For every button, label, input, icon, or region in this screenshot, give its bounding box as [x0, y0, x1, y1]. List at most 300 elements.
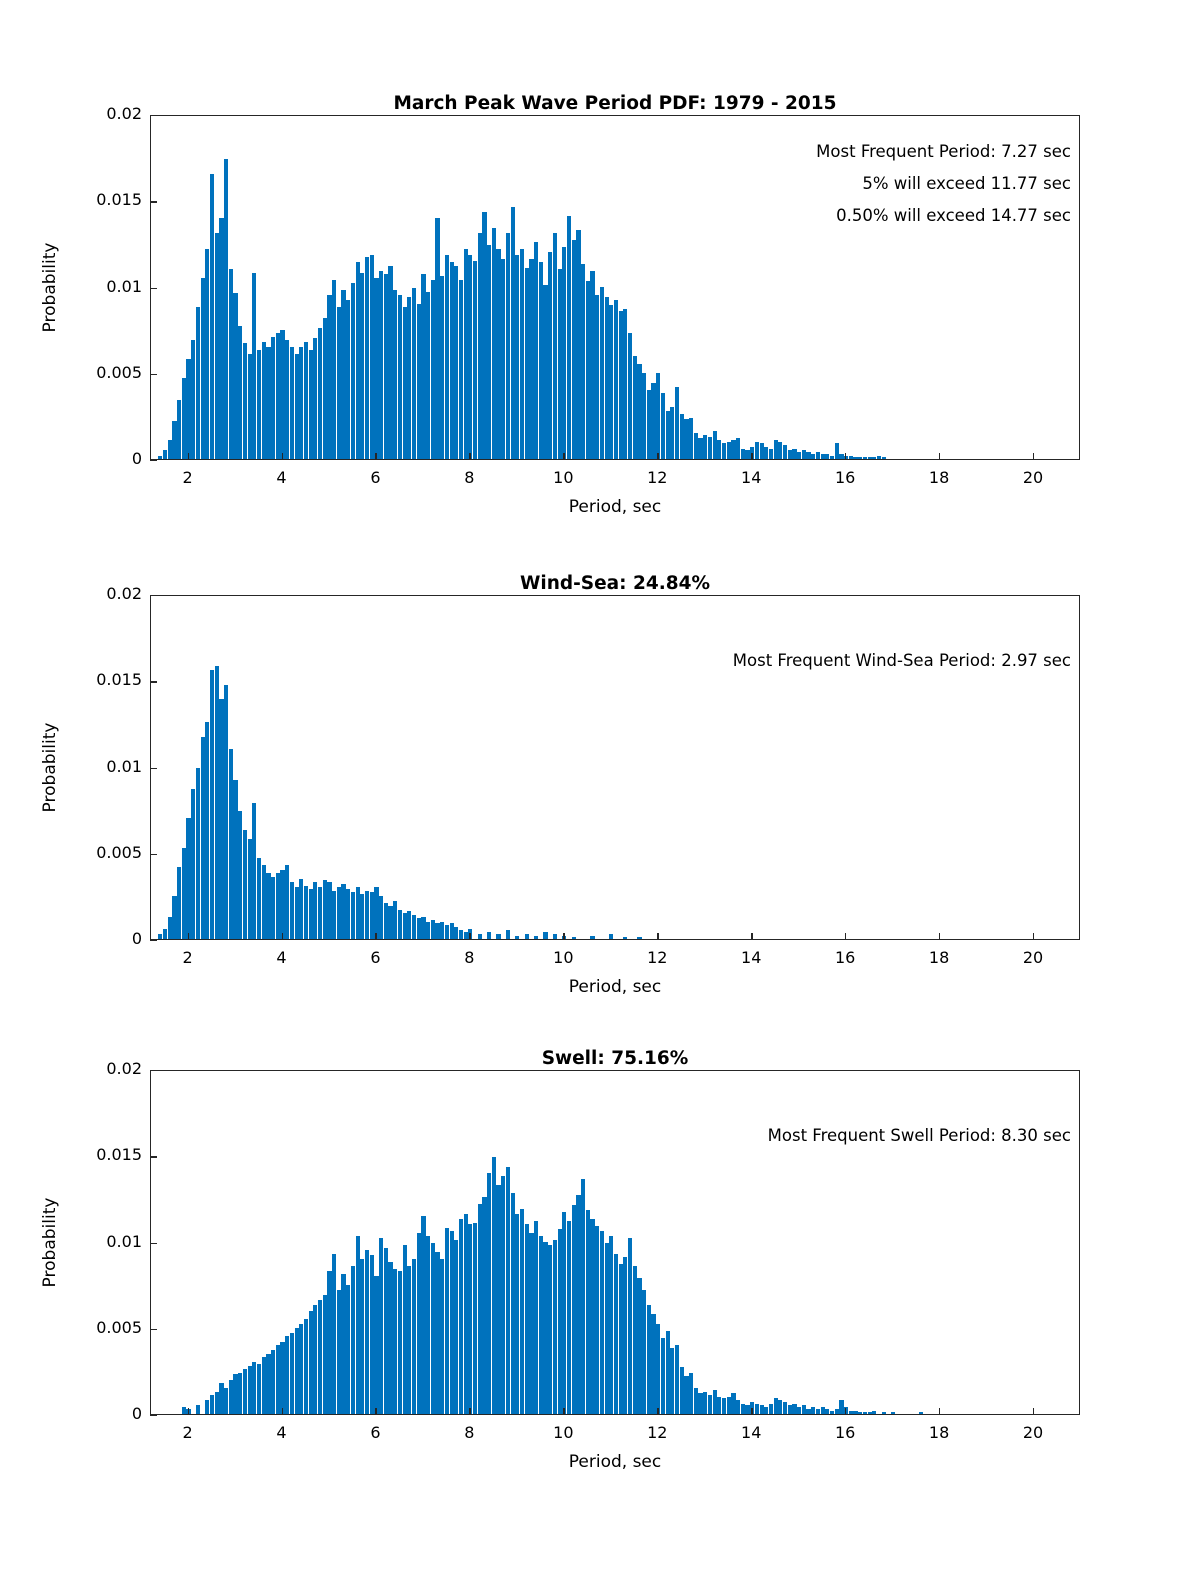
bar: [741, 1404, 745, 1414]
bar: [332, 1254, 336, 1414]
bar: [717, 440, 721, 459]
bar: [543, 1242, 547, 1415]
bar: [196, 768, 200, 939]
bar: [642, 373, 646, 459]
bar: [445, 925, 449, 939]
bar: [252, 273, 256, 459]
bar: [572, 1205, 576, 1414]
bar: [440, 922, 444, 939]
bar: [243, 830, 247, 939]
bar: [233, 293, 237, 459]
y-tick-label: 0.005: [96, 842, 142, 862]
bar: [435, 218, 439, 460]
bar: [628, 1238, 632, 1414]
bar: [271, 337, 275, 459]
bar: [637, 364, 641, 459]
bar: [388, 1262, 392, 1414]
panel-title: March Peak Wave Period PDF: 1979 - 2015: [393, 93, 837, 114]
bar: [412, 915, 416, 939]
bar: [431, 1243, 435, 1414]
bar: [600, 287, 604, 460]
x-tick-mark: [469, 933, 470, 940]
bar: [464, 249, 468, 459]
x-tick-label: 8: [464, 948, 475, 967]
bar: [219, 1383, 223, 1414]
bar: [858, 457, 862, 459]
bar: [266, 347, 270, 459]
bar: [337, 1290, 341, 1414]
bar: [821, 1407, 825, 1414]
bar: [581, 264, 585, 459]
axes-area: [150, 115, 1080, 460]
bar: [839, 454, 843, 459]
bar: [163, 929, 167, 939]
panel-title: Wind-Sea: 24.84%: [519, 573, 711, 594]
plot-area: [151, 1071, 1079, 1414]
bar: [684, 419, 688, 459]
bar: [201, 278, 205, 459]
bar: [534, 1221, 538, 1414]
bar: [403, 307, 407, 459]
bar: [511, 1193, 515, 1414]
bar: [774, 1398, 778, 1414]
bar: [398, 295, 402, 459]
bar: [177, 867, 181, 939]
bar: [318, 1300, 322, 1414]
bar: [435, 1252, 439, 1414]
bar: [609, 305, 613, 459]
bar: [788, 1405, 792, 1414]
bar: [717, 1397, 721, 1414]
bar: [304, 1319, 308, 1414]
x-tick-label: 18: [928, 1423, 950, 1442]
bar: [868, 1412, 872, 1414]
bar: [257, 1364, 261, 1414]
bar: [248, 354, 252, 459]
bar: [191, 340, 195, 459]
bar: [417, 304, 421, 459]
bar: [830, 1411, 834, 1414]
bar: [384, 1248, 388, 1414]
x-tick-mark: [282, 933, 283, 940]
bar: [332, 891, 336, 939]
bar: [506, 930, 510, 939]
bar: [440, 1259, 444, 1414]
bar: [158, 934, 162, 939]
bar: [238, 811, 242, 939]
bar: [224, 685, 228, 939]
y-tick-mark: [150, 768, 157, 769]
x-tick-label: 10: [553, 948, 574, 967]
bar: [825, 454, 829, 459]
bar: [558, 269, 562, 459]
bar: [863, 1412, 867, 1414]
y-tick-mark: [150, 940, 157, 941]
bar: [651, 383, 655, 459]
bar: [891, 1412, 895, 1414]
y-tick-label: 0: [131, 1404, 142, 1423]
bar: [280, 870, 284, 939]
x-tick-label: 16: [834, 1423, 856, 1442]
bar: [727, 442, 731, 459]
bar: [713, 1390, 717, 1414]
bar: [205, 249, 209, 459]
bar: [454, 927, 458, 939]
x-tick-mark: [751, 933, 752, 940]
y-tick-label: 0: [131, 929, 142, 948]
y-tick-label: 0: [131, 449, 142, 468]
plot-area: [151, 116, 1079, 459]
bar: [839, 1400, 843, 1414]
bar: [482, 212, 486, 459]
annotation-1: 5% will exceed 11.77 sec: [862, 174, 1071, 193]
bar: [637, 937, 641, 939]
y-tick-label: 0.01: [106, 1231, 142, 1251]
chart-panel-peak-wave-period: [0, 45, 1200, 545]
bar: [853, 457, 857, 459]
bar: [628, 333, 632, 459]
bar: [374, 887, 378, 939]
bar: [595, 295, 599, 459]
y-tick-mark: [150, 115, 157, 116]
bar: [670, 407, 674, 459]
x-tick-label: 18: [928, 468, 950, 487]
bar: [708, 1395, 712, 1414]
x-tick-label: 14: [741, 468, 762, 487]
x-tick-label: 20: [1022, 948, 1044, 967]
bar: [337, 887, 341, 939]
bar: [783, 1402, 787, 1414]
y-tick-label: 0.015: [96, 670, 142, 690]
x-tick-mark: [939, 933, 940, 940]
bar: [821, 454, 825, 459]
x-tick-mark: [282, 1408, 283, 1415]
bar: [421, 1216, 425, 1414]
x-tick-label: 14: [741, 948, 762, 967]
bar: [863, 457, 867, 459]
bar: [210, 670, 214, 939]
bar: [835, 1409, 839, 1414]
annotation-0: Most Frequent Period: 7.27 sec: [816, 142, 1071, 161]
bar: [501, 1176, 505, 1414]
bar: [219, 218, 223, 460]
bar: [478, 934, 482, 939]
bar: [285, 1336, 289, 1414]
bar: [379, 896, 383, 939]
bar: [487, 245, 491, 459]
x-tick-mark: [845, 1408, 846, 1415]
bar: [379, 271, 383, 459]
bar: [830, 456, 834, 459]
x-tick-mark: [1033, 453, 1034, 460]
bar: [172, 421, 176, 459]
bar: [464, 1214, 468, 1414]
bar: [633, 1266, 637, 1414]
bar: [426, 292, 430, 459]
x-tick-mark: [375, 933, 376, 940]
bar: [332, 280, 336, 459]
bar: [238, 1373, 242, 1414]
bar: [562, 247, 566, 459]
bar: [764, 1407, 768, 1414]
bar: [186, 818, 190, 939]
bar: [370, 892, 374, 939]
bar: [496, 1185, 500, 1414]
x-tick-mark: [657, 453, 658, 460]
bar: [529, 1233, 533, 1414]
bar: [553, 934, 557, 939]
bar: [553, 233, 557, 459]
chart-panel-swell: [0, 1000, 1200, 1500]
bar: [656, 373, 660, 459]
bar: [205, 1400, 209, 1414]
y-tick-mark: [150, 681, 157, 682]
bar: [219, 699, 223, 939]
bar: [341, 884, 345, 939]
y-tick-mark: [150, 1243, 157, 1244]
bar: [426, 922, 430, 939]
bar: [403, 913, 407, 939]
bar: [600, 1231, 604, 1414]
bar: [360, 1259, 364, 1414]
bar: [680, 414, 684, 459]
bar: [229, 1380, 233, 1415]
bar: [388, 906, 392, 939]
bar: [816, 1409, 820, 1414]
bar: [736, 1400, 740, 1414]
bar: [295, 887, 299, 939]
bar: [252, 803, 256, 939]
bar: [774, 440, 778, 459]
bar: [722, 443, 726, 459]
x-tick-label: 4: [276, 1423, 287, 1442]
bar: [351, 283, 355, 459]
annotation-2: 0.50% will exceed 14.77 sec: [836, 206, 1071, 225]
x-tick-label: 12: [647, 1423, 668, 1442]
bar: [825, 1409, 829, 1414]
bar: [459, 1219, 463, 1414]
bar: [351, 1266, 355, 1414]
bar: [290, 347, 294, 459]
y-tick-label: 0.005: [96, 1317, 142, 1337]
bar: [290, 1333, 294, 1414]
bar: [295, 1328, 299, 1414]
bar: [651, 1314, 655, 1414]
bar: [590, 1219, 594, 1414]
y-tick-mark: [150, 1156, 157, 1157]
bar: [356, 887, 360, 939]
x-tick-mark: [845, 933, 846, 940]
bar: [182, 1407, 186, 1414]
bar: [252, 1362, 256, 1414]
bar: [496, 249, 500, 459]
bar: [313, 1305, 317, 1414]
bar: [558, 1229, 562, 1414]
bar: [492, 228, 496, 459]
x-tick-mark: [563, 453, 564, 460]
chart-panel-wind-sea: [0, 525, 1200, 1025]
bar: [262, 1357, 266, 1414]
bar: [548, 1245, 552, 1414]
bar: [285, 340, 289, 459]
y-tick-label: 0.015: [96, 190, 142, 210]
bar: [741, 449, 745, 459]
bar: [797, 1407, 801, 1414]
y-tick-mark: [150, 288, 157, 289]
bar-series: [151, 116, 1079, 459]
bar: [590, 936, 594, 939]
x-tick-mark: [657, 933, 658, 940]
bar: [872, 457, 876, 459]
x-tick-mark: [939, 1408, 940, 1415]
bar: [318, 887, 322, 939]
bar: [215, 1392, 219, 1414]
bar: [534, 242, 538, 459]
bar: [388, 266, 392, 459]
bar: [520, 1209, 524, 1414]
x-tick-label: 12: [647, 468, 668, 487]
bar: [243, 343, 247, 459]
bar: [168, 440, 172, 459]
bar: [280, 1342, 284, 1414]
bar: [393, 901, 397, 939]
bar: [727, 1397, 731, 1414]
bar: [271, 1350, 275, 1414]
bar: [713, 431, 717, 459]
bar: [605, 297, 609, 459]
bar: [572, 937, 576, 939]
bar: [548, 252, 552, 459]
bar: [191, 789, 195, 939]
bar: [224, 159, 228, 459]
bar: [614, 300, 618, 459]
x-tick-mark: [188, 453, 189, 460]
bar: [384, 903, 388, 939]
x-tick-label: 10: [553, 468, 574, 487]
x-tick-label: 14: [741, 1423, 762, 1442]
bar: [454, 266, 458, 459]
bar: [323, 1295, 327, 1414]
x-tick-label: 20: [1022, 468, 1044, 487]
bar: [299, 347, 303, 459]
bar: [731, 440, 735, 459]
bar: [769, 449, 773, 459]
bar: [215, 233, 219, 459]
x-tick-mark: [751, 453, 752, 460]
bar: [341, 290, 345, 459]
bar: [525, 268, 529, 459]
bar: [609, 1236, 613, 1414]
bar: [487, 932, 491, 939]
annotation-0: Most Frequent Wind-Sea Period: 2.97 sec: [732, 651, 1071, 670]
bar: [468, 1224, 472, 1414]
bar: [158, 456, 162, 459]
x-tick-mark: [282, 453, 283, 460]
x-tick-mark: [469, 1408, 470, 1415]
x-tick-mark: [1033, 1408, 1034, 1415]
x-axis-label: Period, sec: [568, 1452, 662, 1472]
y-axis-label: Probability: [40, 242, 60, 333]
bar: [698, 438, 702, 459]
y-axis-label: Probability: [40, 722, 60, 813]
bar: [266, 873, 270, 939]
bar: [609, 934, 613, 939]
bar: [745, 450, 749, 459]
bar: [858, 1412, 862, 1414]
bar: [327, 295, 331, 459]
bar: [290, 882, 294, 939]
bar: [323, 318, 327, 459]
bar: [478, 233, 482, 459]
bar: [196, 1405, 200, 1414]
bar: [788, 450, 792, 459]
bar: [285, 865, 289, 939]
bar: [778, 442, 782, 459]
bar: [553, 1240, 557, 1414]
bar: [393, 290, 397, 459]
y-tick-label: 0.01: [106, 756, 142, 776]
axes-area: [150, 1070, 1080, 1415]
bar: [666, 411, 670, 459]
bar: [680, 1367, 684, 1414]
bar: [407, 911, 411, 939]
bar: [539, 262, 543, 459]
bar: [327, 1271, 331, 1414]
x-tick-label: 2: [182, 948, 193, 967]
bar: [642, 1290, 646, 1414]
y-tick-label: 0.02: [106, 1059, 142, 1078]
x-tick-label: 12: [647, 948, 668, 967]
annotation-0: Most Frequent Swell Period: 8.30 sec: [767, 1126, 1071, 1145]
bar: [304, 886, 308, 939]
x-tick-mark: [1033, 933, 1034, 940]
x-tick-mark: [939, 453, 940, 460]
bar: [346, 1285, 350, 1414]
bar: [703, 1392, 707, 1414]
bar: [356, 262, 360, 459]
bar: [473, 261, 477, 459]
bar: [266, 1354, 270, 1414]
bar: [163, 450, 167, 459]
bar: [666, 1331, 670, 1414]
bar: [778, 1400, 782, 1414]
bar: [802, 1405, 806, 1414]
bar: [482, 1197, 486, 1414]
bar: [755, 1404, 759, 1414]
bar: [346, 889, 350, 939]
bar: [238, 326, 242, 459]
bar: [440, 276, 444, 459]
bar: [623, 1257, 627, 1414]
x-tick-label: 4: [276, 948, 287, 967]
bar: [835, 443, 839, 459]
bar: [374, 278, 378, 459]
bar: [233, 1374, 237, 1414]
bar: [403, 1245, 407, 1414]
bar: [515, 255, 519, 459]
bar: [450, 1231, 454, 1414]
axes-area: [150, 595, 1080, 940]
x-tick-label: 6: [370, 1423, 381, 1442]
bar: [496, 934, 500, 939]
bar: [431, 920, 435, 939]
bar: [205, 722, 209, 939]
x-tick-label: 8: [464, 1423, 475, 1442]
bar: [689, 418, 693, 459]
bar: [177, 400, 181, 459]
y-tick-mark: [150, 1070, 157, 1071]
bar: [511, 207, 515, 459]
